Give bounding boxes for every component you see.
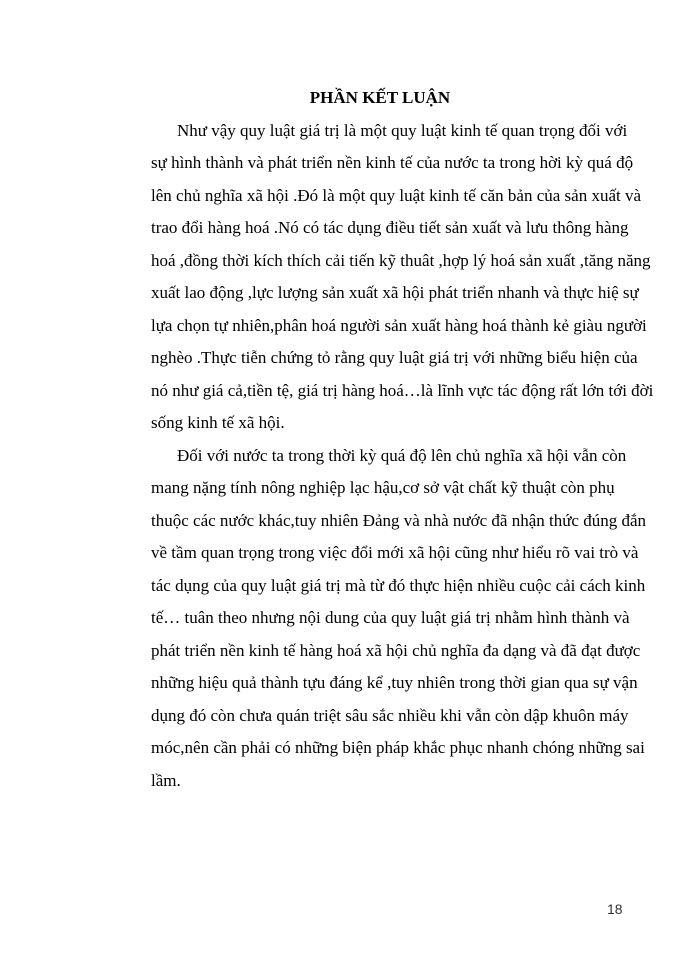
page-title: PHẦN KẾT LUẬN: [309, 88, 451, 107]
text-line: sự hình thành và phát triển nền kinh tế của nước ta trong hời kỳ quá độ: [151, 153, 634, 172]
text-line: hoá ,đồng thời kích thích cải tiến kỹ thuât ,hợp lý hoá sản xuất ,tăng năng: [151, 251, 651, 270]
text-line: Như vậy quy luật giá trị là một quy luật kinh tế quan trọng đối với: [177, 121, 628, 140]
text-line: lựa chọn tự nhiên,phân hoá người sản xuất hàng hoá thành kẻ giàu người: [151, 316, 647, 335]
text-line: trao đổi hàng hoá .Nó có tác dụng điều tiết sản xuất và lưu thông hàng: [151, 218, 629, 237]
text-line: Đối với nước ta trong thời kỳ quá độ lên chủ nghĩa xã hội vẫn còn: [177, 446, 627, 465]
text-line: tế… tuân theo nhưng nội dung của quy luật giá trị nhằm hình thành và: [151, 608, 630, 627]
text-line: nghèo .Thực tiễn chứng tỏ rằng quy luật giá trị với những biểu hiện của: [151, 348, 638, 367]
text-line: móc,nên cần phải có những biện pháp khắc phục nhanh chóng những sai: [151, 738, 645, 757]
text-line: về tầm quan trọng trong việc đổi mới xã hội cũng như hiểu rõ vai trò và: [151, 543, 639, 562]
text-line: nó như giá cả,tiền tệ, giá trị hàng hoá…là lĩnh vực tác động rất lớn tới đời: [151, 381, 654, 400]
text-line: thuộc các nước khác,tuy nhiên Đảng và nhà nước đã nhận thức đúng đắn: [151, 511, 647, 530]
text-line: lầm.: [151, 771, 181, 790]
text-line: dụng đó còn chưa quán triệt sâu sắc nhiều khi vẫn còn dập khuôn máy: [151, 706, 629, 725]
text-line: phát triển nền kinh tế hàng hoá xã hội chủ nghĩa đa dạng và đã đạt được: [151, 641, 641, 660]
text-line: mang nặng tính nông nghiệp lạc hậu,cơ sở vật chất kỹ thuật còn phụ: [151, 478, 615, 497]
text-line: sống kinh tế xã hội.: [151, 413, 285, 432]
text-line: xuất lao động ,lực lượng sản xuất xã hội phát triển nhanh và thực hiệ sự: [151, 283, 639, 302]
text-line: lên chủ nghĩa xã hội .Đó là một quy luật kinh tế căn bản của sản xuất và: [151, 186, 642, 205]
page-number: 18: [607, 901, 623, 917]
text-line: những hiệu quả thành tựu đáng kể ,tuy nhiên trong thời gian qua sự vận: [151, 673, 638, 692]
text-line: tác dụng của quy luật giá trị mà từ đó thực hiện nhiều cuộc cải cách kinh: [151, 576, 646, 595]
